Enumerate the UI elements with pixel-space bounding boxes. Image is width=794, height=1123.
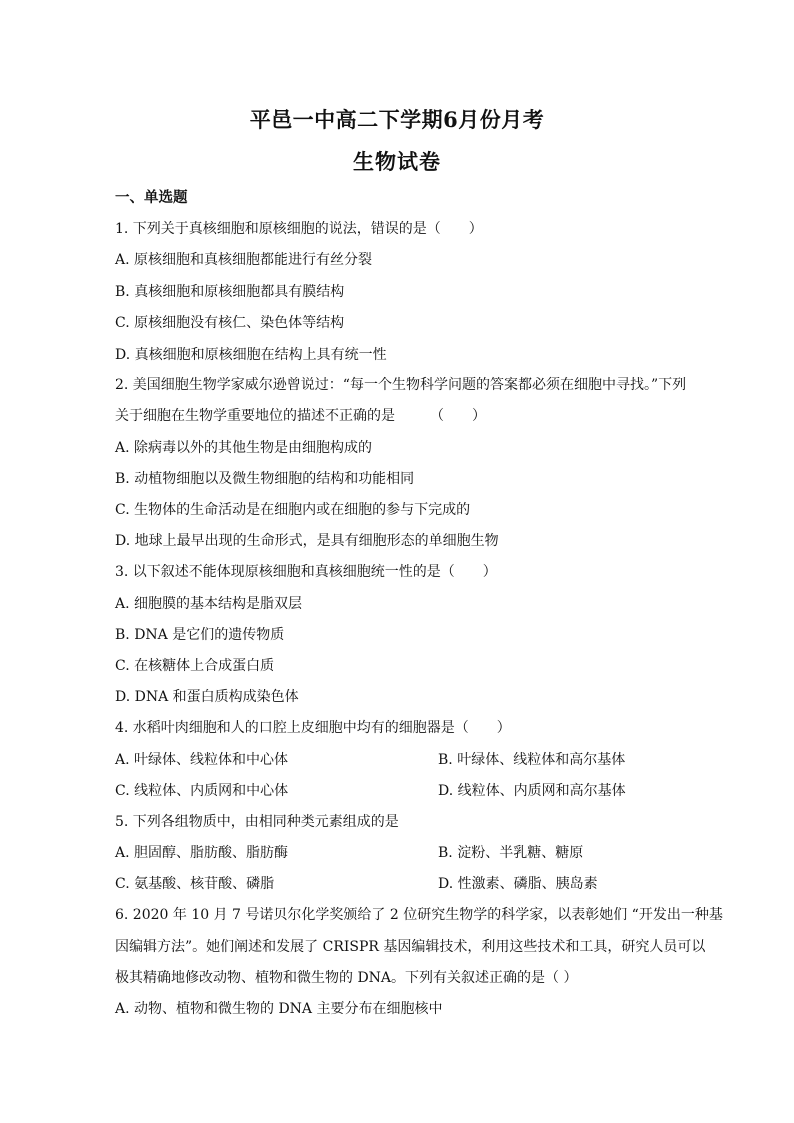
question-1-option-b: B. 真核细胞和原核细胞都具有膜结构 — [115, 284, 345, 300]
exam-subtitle: 生物试卷 — [353, 149, 441, 174]
question-3-stem: 3. 以下叙述不能体现原核细胞和真核细胞统一性的是（ ） — [115, 564, 497, 580]
question-5-option-a: A. 胆固醇、脂肪酸、脂肪酶 — [115, 845, 289, 861]
question-2-stem-line-2: 关于细胞在生物学重要地位的描述不正确的是 （ ） — [115, 408, 486, 424]
question-2-stem-line-1: 2. 美国细胞生物学家威尔逊曾说过：“每一个生物科学问题的答案都必须在细胞中寻找。”下列 — [115, 377, 687, 393]
question-6-stem-line-2: 因编辑方法”。她们阐述和发展了 CRISPR 基因编辑技术，利用这些技术和工具，研究人员可以 — [115, 939, 706, 955]
question-2-option-a: A. 除病毒以外的其他生物是由细胞构成的 — [115, 440, 373, 456]
question-1-option-d: D. 真核细胞和原核细胞在结构上具有统一性 — [115, 347, 387, 363]
question-3-option-b: B. DNA 是它们的遗传物质 — [115, 627, 285, 643]
question-4-option-c: C. 线粒体、内质网和中心体 — [115, 783, 289, 799]
question-3-option-d: D. DNA 和蛋白质构成染色体 — [115, 689, 299, 705]
question-6-stem-line-3: 极其精确地修改动物、植物和微生物的 DNA。下列有关叙述正确的是（ ） — [115, 970, 578, 986]
question-4-stem: 4. 水稻叶肉细胞和人的口腔上皮细胞中均有的细胞器是（ ） — [115, 720, 511, 736]
question-1-option-c: C. 原核细胞没有核仁、染色体等结构 — [115, 315, 345, 331]
exam-title: 平邑一中高二下学期6月份月考 — [249, 107, 545, 132]
question-1-option-a: A. 原核细胞和真核细胞都能进行有丝分裂 — [115, 252, 373, 268]
question-5-stem: 5. 下列各组物质中，由相同种类元素组成的是 — [115, 814, 399, 830]
question-1-stem: 1. 下列关于真核细胞和原核细胞的说法，错误的是（ ） — [115, 221, 483, 237]
question-4-option-a: A. 叶绿体、线粒体和中心体 — [115, 752, 289, 768]
question-2-option-b: B. 动植物细胞以及微生物细胞的结构和功能相同 — [115, 471, 415, 487]
question-6-option-a: A. 动物、植物和微生物的 DNA 主要分布在细胞核中 — [115, 1001, 443, 1017]
question-3-option-a: A. 细胞膜的基本结构是脂双层 — [115, 596, 303, 612]
question-4-option-b: B. 叶绿体、线粒体和高尔基体 — [438, 752, 626, 768]
question-5-option-d: D. 性激素、磷脂、胰岛素 — [438, 876, 598, 892]
question-5-option-b: B. 淀粉、半乳糖、糖原 — [438, 845, 584, 861]
question-2-option-d: D. 地球上最早出现的生命形式，是具有细胞形态的单细胞生物 — [115, 533, 499, 549]
question-3-option-c: C. 在核糖体上合成蛋白质 — [115, 658, 275, 674]
question-6-stem-line-1: 6. 2020 年 10 月 7 号诺贝尔化学奖颁给了 2 位研究生物学的科学家，以表彰她们 “开发出一种基 — [115, 907, 723, 923]
question-5-option-c: C. 氨基酸、核苷酸、磷脂 — [115, 876, 275, 892]
question-4-option-d: D. 线粒体、内质网和高尔基体 — [438, 783, 626, 799]
section-heading: 一、单选题 — [115, 189, 188, 206]
question-2-option-c: C. 生物体的生命活动是在细胞内或在细胞的参与下完成的 — [115, 502, 471, 518]
